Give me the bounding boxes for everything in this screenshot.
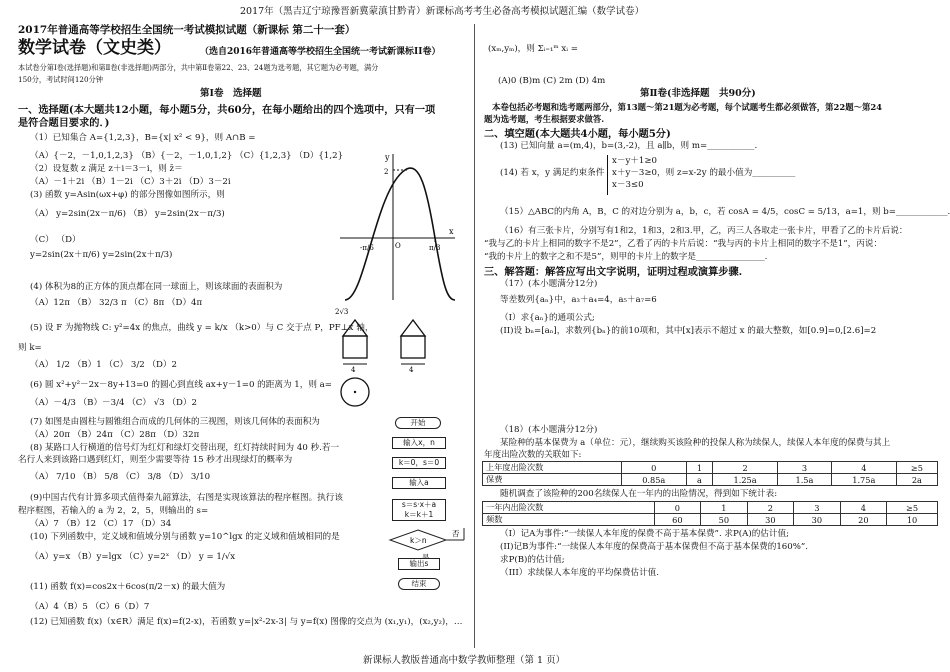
section1-title-cont: 是符合题目要求的．) xyxy=(18,117,110,129)
dim-height: 2√3 xyxy=(335,308,349,316)
frequency-table xyxy=(482,501,938,526)
q11-options: （A）4（B）5 （C）6（D）7 xyxy=(30,602,150,612)
q17-part1: （I）求{aₙ}的通项公式; xyxy=(500,313,595,323)
three-views-figure xyxy=(335,300,460,415)
q9-cont: 程序框图，若输入的 a 为 2，2，5，则输出的 s= xyxy=(18,506,209,516)
top-view-center xyxy=(354,391,356,393)
table-cell: 4 xyxy=(831,462,896,474)
premium-table xyxy=(482,461,938,486)
q14-prefix: (14) 若 x，y 满足约束条件 xyxy=(500,168,605,178)
q4-options: （A）12π （B） 32/3 π （C）8π （D）4π xyxy=(30,298,203,308)
table-cell: 频数 xyxy=(483,514,655,526)
q14-constraint-1: x－y＋1≥0 xyxy=(612,156,658,166)
side-view-cone xyxy=(401,320,425,336)
page-header: 2017年（黑吉辽宁琼豫晋新冀蒙滇甘黔青）新课标高考考生必备高考模拟试题汇编（数学试卷） xyxy=(240,6,645,17)
table-cell: 30 xyxy=(794,514,840,526)
table-cell: 10 xyxy=(887,514,938,526)
flow-start: 开始 xyxy=(395,417,441,429)
q3: (3) 函数 y=Asin(ωx+φ) 的部分图像如图所示，则 xyxy=(30,190,225,200)
column-divider xyxy=(474,24,475,648)
q4: (4) 体积为8的正方体的顶点都在同一球面上，则该球面的表面积为 xyxy=(30,282,283,292)
subject-note: （选自2016年普通高等学校招生全国统一考试新课标II卷） xyxy=(200,47,441,57)
q10: (10) 下列函数中，定义域和值域分别与函数 y=10^lgx 的定义域和值域相同的是 xyxy=(30,532,340,542)
table-cell: 3 xyxy=(794,502,840,514)
q18-part1: （I）记A为事件:“一续保人本年度的保费不高于基本保费”. 求P(A)的估计值; xyxy=(500,529,789,539)
table-cell: 2 xyxy=(747,502,793,514)
flow-end: 结束 xyxy=(398,578,440,590)
table-row xyxy=(483,462,938,474)
label-neg-pi-6: -π/6 xyxy=(360,244,374,252)
q16-line-2: “我与乙的卡片上相同的数字不是2”，乙看了丙的卡片后说：“我与丙的卡片上相同的数字不是1”，丙说： xyxy=(484,239,883,249)
q3-options-cd-formula: y=2sin(2x＋π/6) y=2sin(2x＋π/3) xyxy=(30,250,173,260)
table-cell: 3 xyxy=(778,462,832,474)
q17-stem: 等差数列{aₙ}中，a₃＋a₄=4，a₅＋a₇=6 xyxy=(500,295,657,305)
sine-curve xyxy=(345,168,455,300)
dim-4-right: 4 xyxy=(409,366,414,374)
flow-cond-label: k＞n xyxy=(410,536,427,545)
q18-stem-2: 年度出险次数的关联如下: xyxy=(484,450,582,460)
q18-part2-cont: 求P(B)的估计值; xyxy=(500,555,565,565)
table-cell: 2a xyxy=(896,474,937,486)
q17-part2: (II)设 bₙ=[aₙ]，求数列{bₙ}的前10项和，其中[x]表示不超过 x 的最大整数，如[0.9]=0,[2.6]=2 xyxy=(500,326,877,336)
part1-title: 第Ⅰ卷 选择题 xyxy=(200,88,262,99)
q8: (8) 某路口人行横道的信号灯为红灯和绿灯交替出现，红灯持续时间为 40 秒.若一 xyxy=(30,443,340,453)
q15: （15）△ABC的内角 A，B，C 的对边分别为 a，b，c，若 cosA = 4/5，cosC = 5/13，a=1，则 b=____________. xyxy=(500,207,950,217)
table-cell: 1.5a xyxy=(778,474,832,486)
q1-options: （A）{－2，－1,0,1,2,3} （B）{－2，－1,0,1,2} （C）{1,2,3} （D）{1,2} xyxy=(30,151,344,161)
flow-calc: s＝s·x＋a k＝k＋1 xyxy=(392,499,446,521)
q7: (7) 如图是由圆柱与圆锥组合而成的几何体的三视图，则该几何体的表面积为 xyxy=(30,417,320,427)
q2: （2）设复数 z 满足 z＋i＝3－i，则 z̄＝ xyxy=(30,164,183,174)
table-cell: 1.75a xyxy=(831,474,896,486)
q17-header: （17）(本小题满分12分) xyxy=(500,279,598,289)
table-cell: 1 xyxy=(686,462,712,474)
q18-survey: 随机调查了该险种的200名续保人在一年内的出险情况，得到如下统计表: xyxy=(500,489,778,499)
q5-options: （A） 1/2 （B）1 （C） 3/2 （D）2 xyxy=(30,360,177,370)
q8-cont: 名行人来到该路口遇到红灯，则至少需要等待 15 秒才出现绿灯的概率为 xyxy=(18,455,293,465)
q18-part3: （III）求续保人本年度的平均保费估计值. xyxy=(500,568,660,578)
flow-output: 输出s xyxy=(398,558,440,570)
flow-init: k＝0，s＝0 xyxy=(392,457,446,469)
label-pi-3: π/3 xyxy=(429,244,441,252)
q3-options-cd: （C） （D） xyxy=(30,235,81,245)
intro-line-1: 本试卷分第Ⅰ卷(选择题)和第Ⅱ卷(非选择题)两部分，共中第Ⅱ卷第22、23、24题为选考题，其它题为必考题，满分 xyxy=(18,63,379,72)
part2-note-1: 本卷包括必考题和选考题两部分，第13题～第21题为必考题，每个试题考生都必须做答，第22题～第24 xyxy=(492,102,882,112)
part2-note-2: 题为选考题，考生根据要求做答. xyxy=(484,114,605,124)
table-row xyxy=(483,514,938,526)
table-cell: 2 xyxy=(713,462,778,474)
front-view-cylinder xyxy=(343,336,367,358)
front-view-cone xyxy=(343,320,367,336)
y-label: y xyxy=(385,153,390,162)
table-cell: ≥5 xyxy=(887,502,938,514)
table-cell: 20 xyxy=(840,514,886,526)
side-view-cylinder xyxy=(401,336,425,358)
table-cell: a xyxy=(686,474,712,486)
table-cell: 30 xyxy=(747,514,793,526)
q16-line-3: “我的卡片上的数字之和不是5”，则甲的卡片上的数字是________________. xyxy=(484,252,768,262)
q18-part2: (II)记B为事件:“一续保人本年度的保费高于基本保费但不高于基本保费的160%”. xyxy=(500,542,809,552)
table-cell: 0 xyxy=(654,502,700,514)
flow-input-xn: 输入x，n xyxy=(392,437,446,449)
table-cell: 0.85a xyxy=(621,474,686,486)
q11: (11) 函数 f(x)=cos2x＋6cos(π/2－x) 的最大值为 xyxy=(30,582,226,592)
table-cell: 1 xyxy=(701,502,747,514)
table-cell: 50 xyxy=(701,514,747,526)
q14-brace xyxy=(607,155,610,195)
x-label: x xyxy=(449,227,454,236)
q8-options: （A） 7/10 （B） 5/8 （C） 3/8 （D） 3/10 xyxy=(30,472,211,482)
q9: (9)中国古代有计算多项式值得秦九韶算法，右图是实现该算法的程序框图。执行该 xyxy=(30,493,343,503)
q3-options-ab: （A） y=2sin(2x－π/6) （B） y=2sin(2x－π/3) xyxy=(30,209,225,219)
q12: (12) 已知函数 f(x)（x∈R）满足 f(x)=f(2-x)，若函数 y=|x²-2x-3| 与 y=f(x) 图像的交点为 (x₁,y₁)，(x₂,y₂)，… xyxy=(30,617,463,627)
q5: (5) 设 F 为抛物线 C: y²=4x 的焦点，曲线 y = k/x （k>0）与 C 交于点 P，PF⊥x 轴， xyxy=(30,323,374,333)
q2-options: （A）－1＋2i （B）1－2i （C）3＋2i （D）3－2i xyxy=(30,177,231,187)
table-row xyxy=(483,474,938,486)
q9-options: （A）7 （B）12 （C）17 （D）34 xyxy=(30,519,172,529)
q18-stem-1: 某险种的基本保费为 a（单位：元），继续购买该险种的投保人称为续保人，续保人本年度的保费与其上 xyxy=(500,438,891,448)
q5-cont: 则 k= xyxy=(18,343,42,353)
table-cell: 上年度出险次数 xyxy=(483,462,622,474)
sine-graph-figure xyxy=(335,150,460,305)
q16-line-1: （16）有三张卡片，分别写有1和2，1和3，2和3.甲，乙，丙三人各取走一张卡片，甲看了乙的卡片后说： xyxy=(500,226,908,236)
table-cell: 一年内出险次数 xyxy=(483,502,655,514)
flow-input-a: 输入a xyxy=(392,477,446,489)
q12-cont: (xₘ,yₘ)，则 Σᵢ₌₁ᵐ xᵢ = xyxy=(488,44,578,54)
table-cell: 60 xyxy=(654,514,700,526)
flow-no-label: 否 xyxy=(452,529,460,538)
part2-title: 第Ⅱ卷(非选择题 共90分) xyxy=(640,88,756,99)
table-cell: ≥5 xyxy=(896,462,937,474)
q7-options: （A）20π （B）24π （C）28π （D）32π xyxy=(30,430,200,440)
table-cell: 0 xyxy=(621,462,686,474)
subject-title: 数学试卷（文史类） xyxy=(18,38,171,58)
section1-title: 一、选择题(本大题共12小题，每小题5分，共60分，在每小题给出的四个选项中，只有一项 xyxy=(18,104,436,116)
q14-constraint-3: x－3≤0 xyxy=(612,180,644,190)
table-cell: 保费 xyxy=(483,474,622,486)
intro-line-2: 150分，考试时间120分钟 xyxy=(18,75,103,84)
exam-title: 2017年普通高等学校招生全国统一考试模拟试题（新课标 第二十一套） xyxy=(18,24,356,36)
q6: (6) 圆 x²+y²－2x－8y+13=0 的圆心到直线 ax+y－1=0 的距离为 1，则 a= xyxy=(30,380,332,390)
section3-title: 三、解答题：解答应写出文字说明，证明过程或演算步骤. xyxy=(484,266,743,278)
q14-constraint-2: x＋y－3≥0，则 z=x-2y 的最小值为__________ xyxy=(612,168,796,178)
table-cell: 1.25a xyxy=(713,474,778,486)
page-footer: 新课标人教版普通高中数学教师整理（第 1 页） xyxy=(363,655,566,666)
q12-options: (A)0 (B)m (C) 2m (D) 4m xyxy=(498,76,606,86)
origin-label: O xyxy=(395,242,401,250)
q10-options: （A）y=x （B）y=lgx （C）y=2ˣ （D） y = 1/√x xyxy=(30,552,236,562)
label-2: 2 xyxy=(384,168,389,176)
dim-4-left: 4 xyxy=(351,366,356,374)
q1: （1）已知集合 A={1,2,3}，B={x| x² < 9}，则 A∩B = xyxy=(30,133,256,143)
q13: (13) 已知向量 a=(m,4)，b=(3,-2)，且 a∥b，则 m=___________. xyxy=(500,141,758,151)
table-cell: 4 xyxy=(840,502,886,514)
section2-title: 二、填空题(本大题共4小题，每小题5分) xyxy=(484,128,671,140)
q6-options: （A）－4/3 （B）－3/4 （C） √3 （D）2 xyxy=(30,398,197,408)
table-row xyxy=(483,502,938,514)
q18-header: （18）(本小题满分12分) xyxy=(500,425,598,435)
